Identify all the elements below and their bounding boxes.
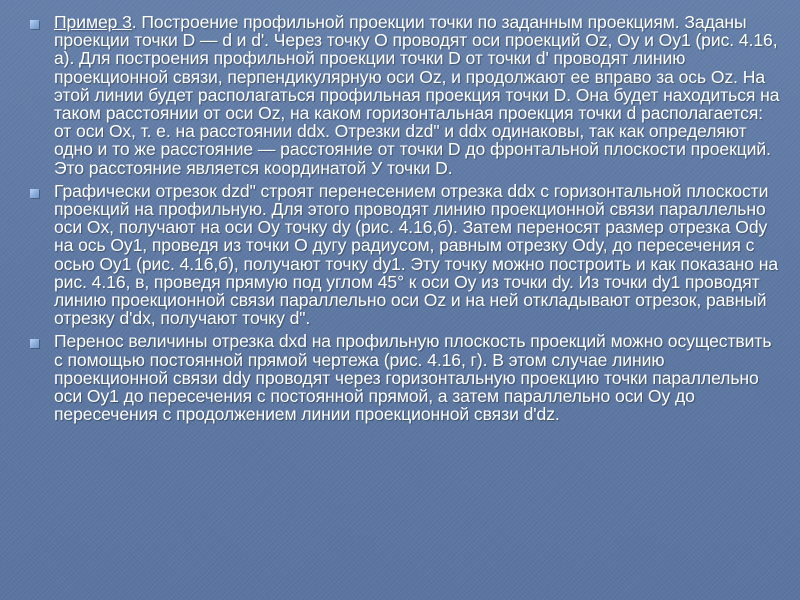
example-label: Пример 3	[54, 12, 132, 32]
bullet-item-example	[28, 13, 780, 177]
paragraph-text: Графически отрезок dzd" строят перенесением отрезка ddx с горизонтальной плоскости проекций на профильную. Для этого проводят линию проекционной связи параллельно оси Ox, получают на оси Oy точку dy (рис. 4.16,б). Затем переносят размер отрезка Ody на ось Oy1, проведя из точки О дугу радиусом, равным отрезку Ody, до пересечения с осью Oy1 (рис. 4.16,б), получают точку dy1. Эту точку можно построить и как показано на рис. 4.16, в, проведя прямую под углом 45° к оси Oy из точки dy. Из точки dy1 проводят линию проекционной связи параллельно оси Oz и на ней откладывают отрезок, равный отрезку d'dx, получают точку d".	[54, 180, 779, 329]
square-bullet-icon	[30, 20, 39, 29]
bullet-list	[28, 13, 780, 428]
square-bullet-icon	[30, 339, 39, 348]
paragraph-body: . Построение профильной проекции точки по заданным проекциям. Заданы проекции точки D — d и d'. Через точку О проводят оси проекций Oz, Oy и Oy1 (рис. 4.16, а). Для построения профильной проекции точки D от точки d' проводят линию проекционной связи, перпендикулярную оси Oz, и продолжают ее вправо за ось Oz. На этой линии будет располагаться профильная проекция точки D. Она будет находиться на таком расстоянии от оси Oz, на каком горизонтальная проекция точки d располагается: от оси Ох, т. е. на расстоянии ddx. Отрезки dzd" и ddx одинаковы, так как определяют одно и то же расстояние — расстояние от точки D до фронтальной плоскости проекций. Это расстояние является координатой У точки D.	[54, 12, 780, 178]
bullet-item-graphic-method	[28, 182, 780, 328]
bullet-item-constant-line	[28, 332, 780, 423]
paragraph-text	[54, 13, 780, 177]
square-bullet-icon	[30, 189, 39, 198]
paragraph-text: Перенос величины отрезка dxd на профильную плоскость проекций можно осуществить с помощью постоянной прямой чертежа (рис. 4.16, г). В этом случае линию проекционной связи ddy проводят через горизонтальную проекцию точки параллельно оси Oy1 до пересечения с постоянной прямой, а затем параллельно оси Oy до пересечения с продолжением линии проекционной связи d'dz.	[54, 331, 772, 425]
